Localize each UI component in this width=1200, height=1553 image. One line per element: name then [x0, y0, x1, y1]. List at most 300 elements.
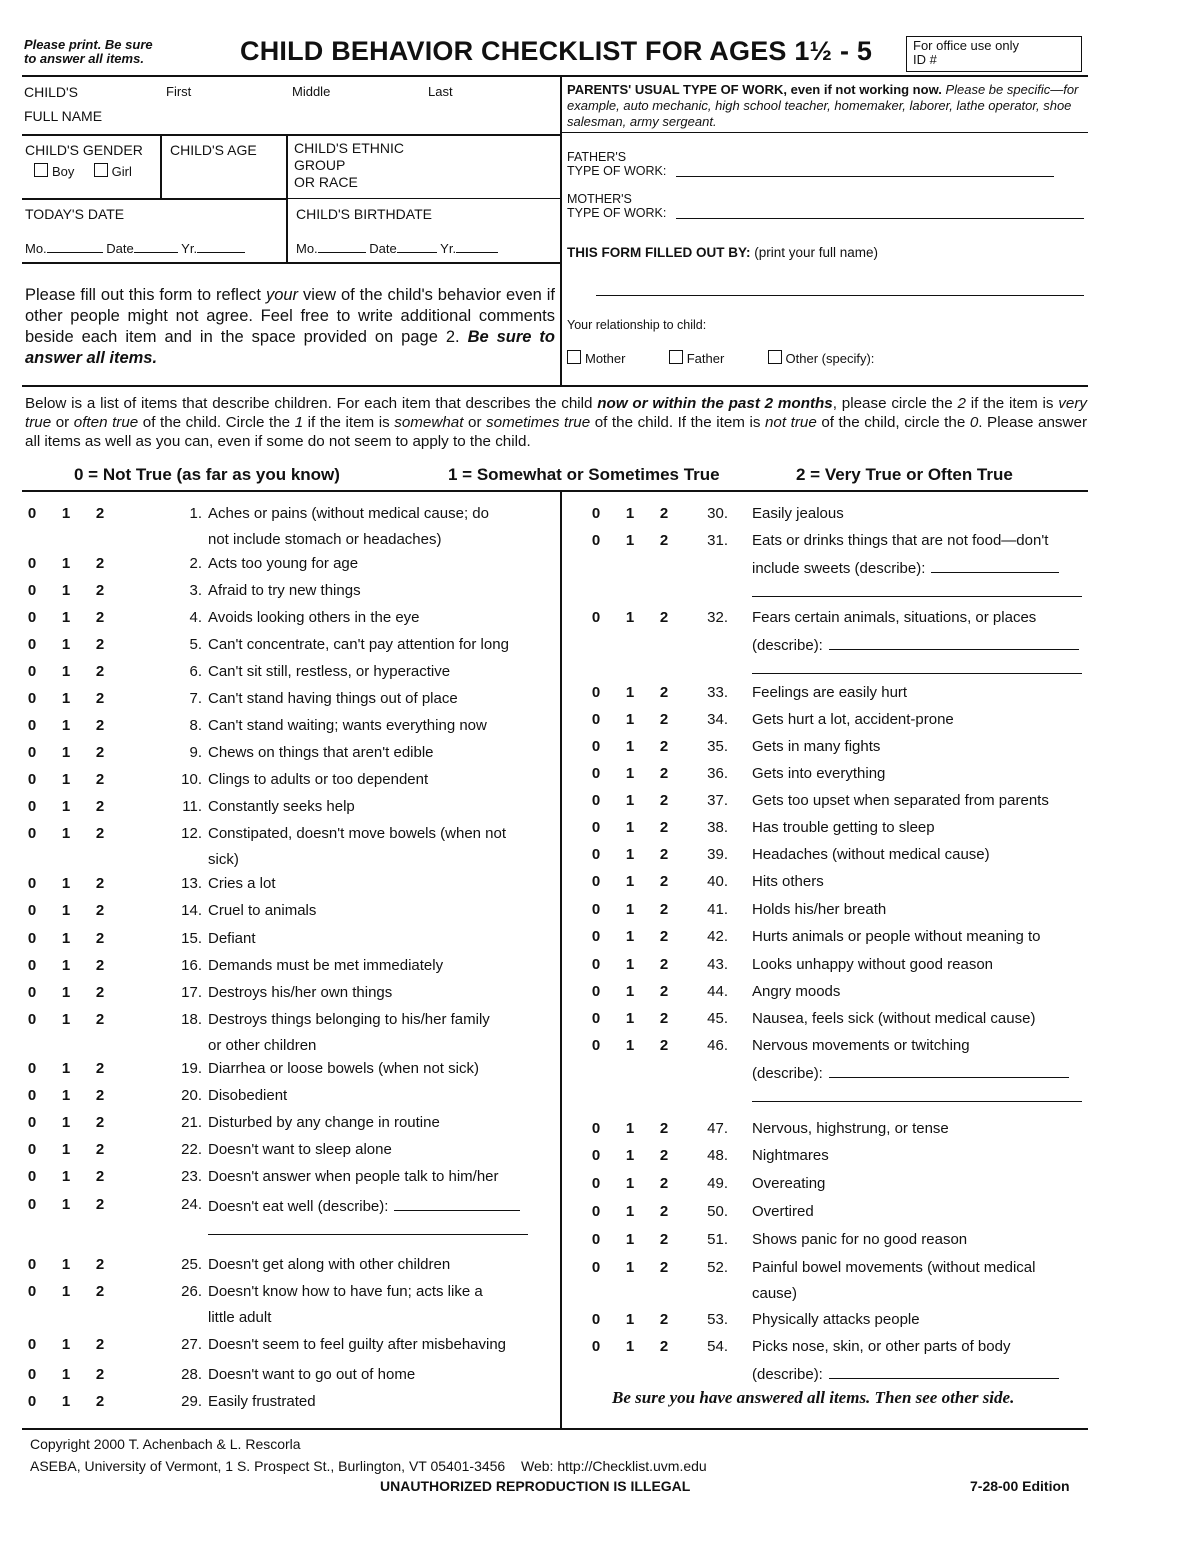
checkbox-icon [768, 350, 782, 364]
checklist-item [24, 1114, 534, 1140]
score-option-0[interactable]: 0 [27, 1168, 37, 1185]
score-option-0[interactable]: 0 [27, 798, 37, 815]
birth-day-field[interactable] [397, 240, 437, 253]
score-option-0[interactable]: 0 [27, 1283, 37, 1300]
score-option-2[interactable]: 2 [659, 1147, 669, 1164]
score-option-1[interactable]: 1 [61, 717, 71, 734]
score-option-0[interactable]: 0 [27, 1114, 37, 1131]
checklist-item [24, 1256, 534, 1282]
item-text [208, 875, 534, 892]
score-option-2[interactable]: 2 [659, 1120, 669, 1137]
score-option-2[interactable]: 2 [659, 1259, 669, 1276]
score-option-0[interactable]: 0 [591, 505, 601, 522]
item-text [208, 717, 534, 734]
unauthorized-notice: UNAUTHORIZED REPRODUCTION IS ILLEGAL [380, 1478, 691, 1494]
score-option-2[interactable]: 2 [95, 1087, 105, 1104]
checklist-item [24, 690, 534, 716]
score-option-0[interactable]: 0 [27, 505, 37, 522]
rating-scale [74, 465, 340, 485]
ethnic-field[interactable] [380, 160, 550, 194]
relationship-label: Your relationship to child: [567, 318, 707, 332]
score-option-2[interactable]: 2 [659, 711, 669, 728]
score-option-1[interactable]: 1 [625, 1338, 635, 1355]
item-text-line: Doesn't want to go out of home [208, 1366, 416, 1383]
item-text [752, 1259, 1088, 1302]
item-number: 29. [181, 1393, 202, 1410]
item-number: 33. [707, 684, 728, 701]
score-option-1[interactable]: 1 [61, 555, 71, 572]
item-text [752, 1203, 1088, 1220]
checklist-item [588, 609, 1088, 661]
item-text-line: cause) [752, 1285, 798, 1302]
score-option-2[interactable]: 2 [659, 956, 669, 973]
score-option-0[interactable]: 0 [591, 1037, 601, 1054]
checklist-item [24, 1168, 534, 1194]
checklist-item [588, 1259, 1088, 1311]
score-option-0[interactable]: 0 [27, 1196, 37, 1213]
item-number: 43. [707, 956, 728, 973]
score-option-2[interactable]: 2 [659, 928, 669, 945]
score-option-2[interactable]: 2 [659, 901, 669, 918]
score-option-1[interactable]: 1 [625, 901, 635, 918]
checklist-item [588, 684, 1088, 710]
item-number: 30. [707, 505, 728, 522]
checklist-item [588, 983, 1088, 1009]
score-option-2[interactable]: 2 [95, 1393, 105, 1410]
other-checkbox[interactable]: Other (specify): [768, 351, 875, 366]
score-option-1[interactable]: 1 [625, 505, 635, 522]
father-work-field[interactable] [676, 164, 1054, 177]
item-number: 36. [707, 765, 728, 782]
score-option-0[interactable]: 0 [591, 1120, 601, 1137]
item-text-line: Nightmares [752, 1147, 829, 1164]
item-text-line: Overeating [752, 1175, 826, 1192]
score-option-0[interactable]: 0 [591, 532, 601, 549]
score-option-2[interactable]: 2 [659, 1037, 669, 1054]
score-option-2[interactable]: 2 [659, 532, 669, 549]
score-option-1[interactable]: 1 [61, 609, 71, 626]
score-option-2[interactable]: 2 [659, 1311, 669, 1328]
score-option-2[interactable]: 2 [95, 1168, 105, 1185]
score-option-2[interactable]: 2 [95, 930, 105, 947]
score-option-1[interactable]: 1 [61, 744, 71, 761]
item-number: 53. [707, 1311, 728, 1328]
score-option-1[interactable]: 1 [625, 609, 635, 626]
score-option-1[interactable]: 1 [625, 711, 635, 728]
checklist-item [588, 819, 1088, 845]
checklist-item [24, 1011, 534, 1063]
score-option-1[interactable]: 1 [625, 1231, 635, 1248]
item-number: 15. [181, 930, 202, 947]
score-option-2[interactable]: 2 [95, 555, 105, 572]
checklist-item [588, 873, 1088, 899]
score-option-0[interactable]: 0 [27, 984, 37, 1001]
score-option-1[interactable]: 1 [625, 983, 635, 1000]
score-option-1[interactable]: 1 [625, 684, 635, 701]
item-text-line: not include stomach or headaches) [208, 531, 442, 548]
score-option-1[interactable]: 1 [61, 798, 71, 815]
score-option-0[interactable]: 0 [591, 711, 601, 728]
checklist-item [24, 1141, 534, 1167]
score-option-0[interactable]: 0 [27, 555, 37, 572]
item-number: 4. [189, 609, 202, 626]
score-option-1[interactable]: 1 [61, 690, 71, 707]
item-text-line: Gets in many fights [752, 738, 881, 755]
form-title: CHILD BEHAVIOR CHECKLIST FOR AGES 1½ - 5 [240, 36, 873, 66]
score-option-0[interactable]: 0 [591, 1231, 601, 1248]
score-option-0[interactable]: 0 [27, 1060, 37, 1077]
checklist-item [588, 956, 1088, 982]
score-option-1[interactable]: 1 [61, 582, 71, 599]
score-option-0[interactable]: 0 [591, 1259, 601, 1276]
filled-by-name-field[interactable] [596, 283, 1084, 296]
score-option-0[interactable]: 0 [27, 609, 37, 626]
item-text-line: Has trouble getting to sleep [752, 819, 935, 836]
todays-month-field[interactable] [47, 240, 103, 253]
score-option-2[interactable]: 2 [659, 1175, 669, 1192]
item-text-line: Constipated, doesn't move bowels (when not [208, 825, 507, 842]
score-option-1[interactable]: 1 [625, 846, 635, 863]
gender-options [34, 163, 132, 179]
score-option-1[interactable]: 1 [625, 765, 635, 782]
website-link[interactable]: Web: http://Checklist.uvm.edu [521, 1458, 707, 1474]
checklist-item [588, 738, 1088, 764]
checklist-item [588, 505, 1088, 531]
score-option-1[interactable]: 1 [625, 956, 635, 973]
score-option-2[interactable]: 2 [95, 1196, 105, 1213]
score-option-1[interactable]: 1 [625, 1147, 635, 1164]
score-option-1[interactable]: 1 [625, 1259, 635, 1276]
boy-checkbox[interactable]: Boy [34, 164, 74, 179]
item-number: 12. [181, 825, 202, 842]
score-option-2[interactable]: 2 [95, 663, 105, 680]
item-text [752, 873, 1088, 890]
score-option-1[interactable]: 1 [61, 1087, 71, 1104]
item-text-line: Can't concentrate, can't pay attention for long [208, 636, 509, 653]
score-option-2[interactable]: 2 [95, 744, 105, 761]
item-text [752, 983, 1088, 1000]
score-option-0[interactable]: 0 [27, 663, 37, 680]
checklist-item [24, 1060, 534, 1086]
describe-field[interactable] [931, 558, 1059, 573]
score-option-1[interactable]: 1 [61, 1283, 71, 1300]
score-option-1[interactable]: 1 [61, 1196, 71, 1213]
score-option-1[interactable]: 1 [61, 771, 71, 788]
score-option-1[interactable]: 1 [61, 505, 71, 522]
score-option-0[interactable]: 0 [27, 717, 37, 734]
describe-field[interactable] [394, 1196, 520, 1211]
item-number: 37. [707, 792, 728, 809]
describe-field-line[interactable] [752, 672, 1082, 674]
score-option-0[interactable]: 0 [27, 957, 37, 974]
describe-field-line[interactable] [208, 1233, 528, 1235]
todays-day-field[interactable] [134, 240, 178, 253]
item-text-line: include sweets (describe): [752, 558, 1088, 577]
item-number: 13. [181, 875, 202, 892]
checkbox-icon [669, 350, 683, 364]
score-option-0[interactable]: 0 [27, 636, 37, 653]
item-text [208, 1141, 534, 1158]
item-text [208, 744, 534, 761]
score-option-1[interactable]: 1 [61, 663, 71, 680]
score-option-0[interactable]: 0 [591, 1311, 601, 1328]
score-option-0[interactable]: 0 [591, 846, 601, 863]
score-option-2[interactable]: 2 [659, 846, 669, 863]
describe-field-line[interactable] [752, 1100, 1082, 1102]
score-option-1[interactable]: 1 [625, 1203, 635, 1220]
office-use-box [906, 36, 1082, 72]
item-number: 48. [707, 1147, 728, 1164]
score-option-2[interactable]: 2 [659, 873, 669, 890]
edition: 7-28-00 Edition [970, 1478, 1070, 1494]
score-option-2[interactable]: 2 [95, 505, 105, 522]
score-option-0[interactable]: 0 [27, 1366, 37, 1383]
score-option-1[interactable]: 1 [61, 1114, 71, 1131]
score-option-1[interactable]: 1 [625, 1311, 635, 1328]
score-option-0[interactable]: 0 [27, 1141, 37, 1158]
score-option-2[interactable]: 2 [659, 819, 669, 836]
score-option-0[interactable]: 0 [591, 901, 601, 918]
score-option-2[interactable]: 2 [95, 609, 105, 626]
score-option-1[interactable]: 1 [625, 792, 635, 809]
score-option-1[interactable]: 1 [61, 902, 71, 919]
score-option-1[interactable]: 1 [625, 819, 635, 836]
score-option-0[interactable]: 0 [591, 983, 601, 1000]
describe-field-line[interactable] [752, 595, 1082, 597]
item-text-line: sick) [208, 851, 239, 868]
score-option-2[interactable]: 2 [95, 902, 105, 919]
score-option-2[interactable]: 2 [95, 984, 105, 1001]
girl-checkbox[interactable]: Girl [94, 164, 132, 179]
describe-field[interactable] [829, 1364, 1059, 1379]
score-option-2[interactable]: 2 [659, 792, 669, 809]
score-option-1[interactable]: 1 [625, 1175, 635, 1192]
score-option-2[interactable]: 2 [95, 798, 105, 815]
item-text [208, 1393, 534, 1410]
checklist-item [24, 582, 534, 608]
score-option-0[interactable]: 0 [591, 1175, 601, 1192]
score-option-0[interactable]: 0 [27, 825, 37, 842]
checklist-item [588, 765, 1088, 791]
score-option-2[interactable]: 2 [659, 609, 669, 626]
score-option-1[interactable]: 1 [61, 984, 71, 1001]
score-option-1[interactable]: 1 [61, 1336, 71, 1353]
score-option-0[interactable]: 0 [591, 1147, 601, 1164]
score-option-0[interactable]: 0 [591, 684, 601, 701]
score-option-1[interactable]: 1 [61, 1168, 71, 1185]
score-option-2[interactable]: 2 [659, 505, 669, 522]
score-option-1[interactable]: 1 [625, 1120, 635, 1137]
checklist-item [24, 902, 534, 928]
score-option-0[interactable]: 0 [27, 690, 37, 707]
score-option-1[interactable]: 1 [61, 1256, 71, 1273]
score-option-2[interactable]: 2 [95, 1283, 105, 1300]
score-option-2[interactable]: 2 [95, 690, 105, 707]
item-text-line: Demands must be met immediately [208, 957, 444, 974]
mother-work-field[interactable] [676, 206, 1084, 219]
item-text-line: Picks nose, skin, or other parts of body [752, 1338, 1011, 1355]
describe-field[interactable] [829, 635, 1079, 650]
father-checkbox[interactable]: Father [669, 351, 725, 366]
score-option-0[interactable]: 0 [27, 1393, 37, 1410]
score-option-1[interactable]: 1 [61, 1060, 71, 1077]
checklist-item [24, 1336, 534, 1362]
score-option-2[interactable]: 2 [95, 1114, 105, 1131]
score-option-2[interactable]: 2 [659, 1010, 669, 1027]
score-option-1[interactable]: 1 [61, 1393, 71, 1410]
item-text-line: Angry moods [752, 983, 841, 1000]
item-text-line: Gets too upset when separated from parents [752, 792, 1049, 809]
score-option-2[interactable]: 2 [659, 765, 669, 782]
checklist-item [24, 771, 534, 797]
score-option-0[interactable]: 0 [591, 928, 601, 945]
item-number: 16. [181, 957, 202, 974]
score-option-1[interactable]: 1 [61, 1141, 71, 1158]
score-option-1[interactable]: 1 [61, 1011, 71, 1028]
score-option-0[interactable]: 0 [27, 582, 37, 599]
checklist-item [588, 928, 1088, 954]
score-option-2[interactable]: 2 [95, 1336, 105, 1353]
score-option-2[interactable]: 2 [659, 684, 669, 701]
score-option-1[interactable]: 1 [61, 957, 71, 974]
item-number: 49. [707, 1175, 728, 1192]
item-text-line: Disobedient [208, 1087, 288, 1104]
ethnic-label: CHILD'S ETHNIC GROUP OR RACE [294, 140, 405, 190]
score-option-1[interactable]: 1 [625, 928, 635, 945]
rating-instructions: Below is a list of items that describe children. For each item that describes the child now or within the past 2 months, please circle the 2 if the item is very true or often true of the child. Circle the 1 if the item is somewhat or sometimes true of the child. If the item is not true of the child, circle the 0. Please answer all items as well as you can, even if some do not seem to apply to the child. [25, 395, 1087, 450]
checklist-item [588, 1147, 1088, 1173]
score-option-1[interactable]: 1 [61, 875, 71, 892]
score-option-2[interactable]: 2 [659, 738, 669, 755]
score-option-2[interactable]: 2 [95, 1256, 105, 1273]
item-text-line: Fears certain animals, situations, or places [752, 609, 1037, 626]
mother-checkbox[interactable]: Mother [567, 351, 625, 366]
score-option-0[interactable]: 0 [591, 609, 601, 626]
item-number: 8. [189, 717, 202, 734]
item-number: 22. [181, 1141, 202, 1158]
item-number: 10. [181, 771, 202, 788]
item-text-line: (describe): [752, 635, 1088, 654]
score-option-2[interactable]: 2 [95, 1060, 105, 1077]
score-option-0[interactable]: 0 [27, 930, 37, 947]
checklist-item [588, 1231, 1088, 1257]
item-text [208, 663, 534, 680]
score-option-0[interactable]: 0 [27, 1336, 37, 1353]
full-name-field[interactable] [160, 100, 556, 126]
todays-date-label: TODAY'S DATE [25, 206, 125, 222]
filled-by-label: THIS FORM FILLED OUT BY: (print your full name) [567, 245, 879, 260]
item-text [752, 1010, 1088, 1027]
score-option-0[interactable]: 0 [591, 1010, 601, 1027]
checklist-item [24, 555, 534, 581]
item-text [752, 609, 1088, 674]
score-option-0[interactable]: 0 [591, 819, 601, 836]
score-option-2[interactable]: 2 [95, 771, 105, 788]
score-option-0[interactable]: 0 [591, 765, 601, 782]
score-option-0[interactable]: 0 [591, 1203, 601, 1220]
score-option-1[interactable]: 1 [61, 1366, 71, 1383]
item-text [208, 582, 534, 599]
score-option-2[interactable]: 2 [95, 717, 105, 734]
describe-field[interactable] [829, 1063, 1069, 1078]
score-option-0[interactable]: 0 [27, 1011, 37, 1028]
item-text-line: Doesn't want to sleep alone [208, 1141, 392, 1158]
score-option-1[interactable]: 1 [625, 738, 635, 755]
item-text-line: (describe): [752, 1063, 1088, 1082]
score-option-0[interactable]: 0 [591, 873, 601, 890]
copyright: Copyright 2000 T. Achenbach & L. Rescorla [30, 1436, 301, 1452]
birth-year-field[interactable] [456, 240, 498, 253]
score-option-0[interactable]: 0 [591, 1338, 601, 1355]
score-option-2[interactable]: 2 [95, 636, 105, 653]
score-option-1[interactable]: 1 [61, 825, 71, 842]
item-text-line: Hurts animals or people without meaning to [752, 928, 1041, 945]
checklist-item [24, 1283, 534, 1335]
checklist-item [24, 984, 534, 1010]
score-option-2[interactable]: 2 [659, 1203, 669, 1220]
checklist-item [24, 1087, 534, 1113]
score-option-1[interactable]: 1 [61, 930, 71, 947]
score-option-2[interactable]: 2 [659, 1338, 669, 1355]
item-text-line: Can't stand having things out of place [208, 690, 458, 707]
item-text [208, 1256, 534, 1273]
item-text-line: Nausea, feels sick (without medical cause) [752, 1010, 1036, 1027]
score-option-0[interactable]: 0 [27, 1256, 37, 1273]
item-text-line: Afraid to try new things [208, 582, 361, 599]
score-option-2[interactable]: 2 [659, 983, 669, 1000]
todays-year-field[interactable] [197, 240, 245, 253]
item-text [208, 555, 534, 572]
item-number: 51. [707, 1231, 728, 1248]
birth-month-field[interactable] [318, 240, 366, 253]
score-option-0[interactable]: 0 [27, 902, 37, 919]
item-text [752, 738, 1088, 755]
score-option-0[interactable]: 0 [27, 771, 37, 788]
birthdate-fields: Mo. Date Yr. [296, 240, 498, 256]
item-text [752, 792, 1088, 809]
score-option-0[interactable]: 0 [27, 744, 37, 761]
item-number: 14. [181, 902, 202, 919]
score-option-0[interactable]: 0 [591, 956, 601, 973]
score-option-1[interactable]: 1 [61, 636, 71, 653]
score-option-1[interactable]: 1 [625, 532, 635, 549]
score-option-2[interactable]: 2 [659, 1231, 669, 1248]
age-field[interactable] [166, 162, 280, 192]
item-text [752, 711, 1088, 728]
item-number: 50. [707, 1203, 728, 1220]
score-option-2[interactable]: 2 [95, 582, 105, 599]
checkbox-icon [34, 163, 48, 177]
item-text-line: Can't sit still, restless, or hyperactive [208, 663, 451, 680]
score-option-2[interactable]: 2 [95, 1011, 105, 1028]
score-option-2[interactable]: 2 [95, 875, 105, 892]
score-option-2[interactable]: 2 [95, 1366, 105, 1383]
score-option-0[interactable]: 0 [591, 738, 601, 755]
score-option-2[interactable]: 2 [95, 825, 105, 842]
item-text-line: little adult [208, 1309, 272, 1326]
item-text-line: Gets into everything [752, 765, 886, 782]
score-option-1[interactable]: 1 [625, 1010, 635, 1027]
item-number: 23. [181, 1168, 202, 1185]
checklist-item [24, 875, 534, 901]
score-option-0[interactable]: 0 [591, 792, 601, 809]
score-option-1[interactable]: 1 [625, 873, 635, 890]
score-option-1[interactable]: 1 [625, 1037, 635, 1054]
score-option-2[interactable]: 2 [95, 1141, 105, 1158]
score-option-2[interactable]: 2 [95, 957, 105, 974]
score-option-0[interactable]: 0 [27, 1087, 37, 1104]
score-option-0[interactable]: 0 [27, 875, 37, 892]
